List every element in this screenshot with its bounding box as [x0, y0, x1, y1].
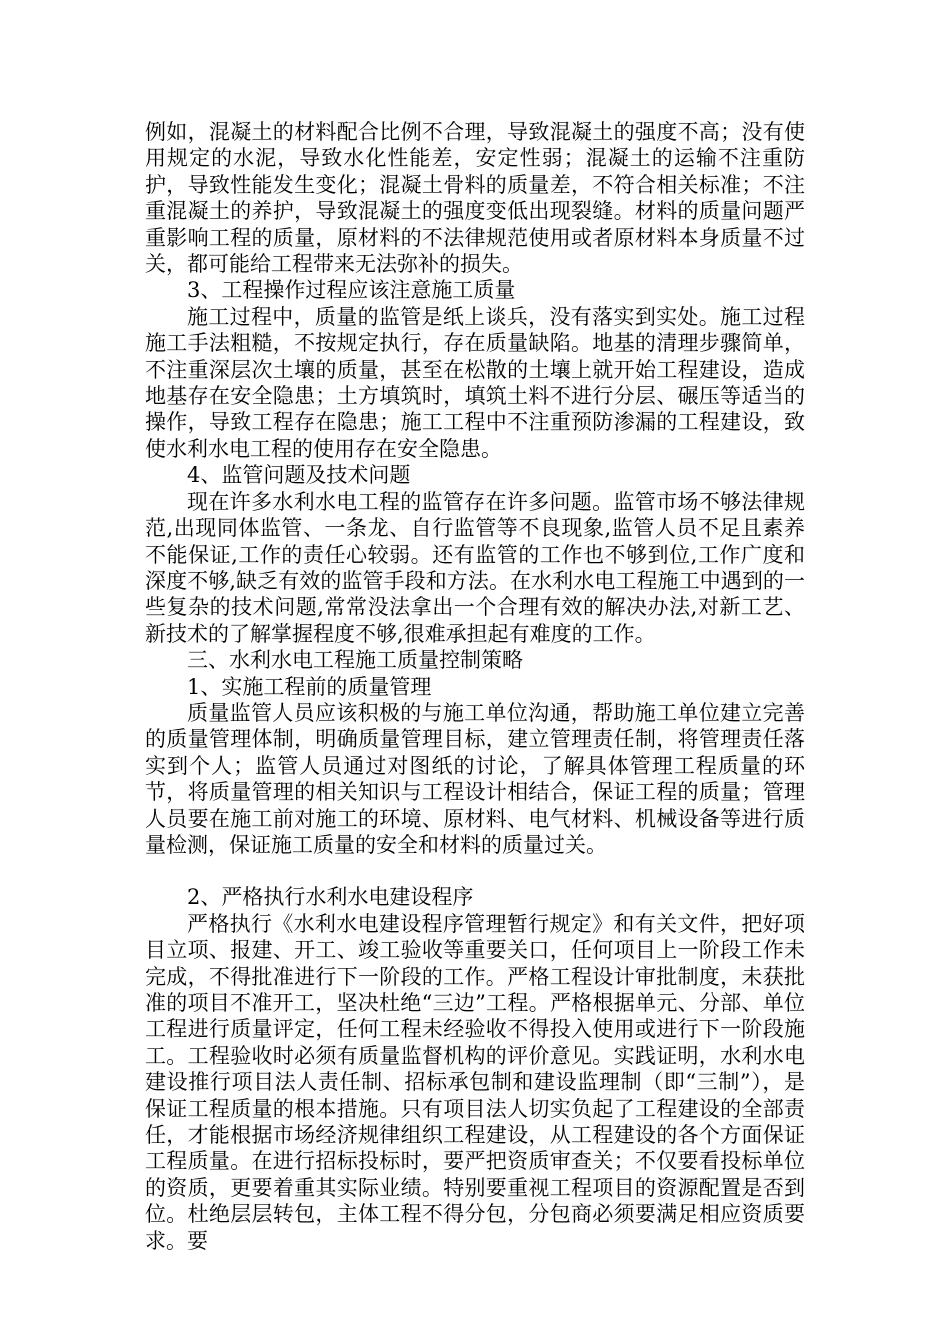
paragraph-material-issues: 例如，混凝土的材料配合比例不合理，导致混凝土的强度不高；没有使用规定的水泥，导致水化性能差，安定性弱；混凝土的运输不注重防护，导致性能发生变化；混凝土骨料的质量差，不符合相关标准；不注重混凝土的养护，导致混凝土的强度变低出现裂缝。材料的质量问题严重影响工程的质量，原材料的不法律规范使用或者原材料本身质量不过关，都可能给工程带来无法弥补的损失。 [145, 120, 805, 277]
heading-supervision-technical: 4、监管问题及技术问题 [187, 463, 411, 488]
paragraph-construction-procedure: 严格执行《水利水电建设程序管理暂行规定》和有关文件，把好项目立项、报建、开工、竣工验收等重要关口，任何项目上一阶段工作未完成，不得批准进行下一阶段的工作。严格工程设计审批制度，未获批准的项目不准开工，坚决杜绝“三边”工程。严格根据单元、分部、单位工程进行质量评定，任何工程未经验收不得投入使用或进行下一阶段施工。工程验收时必须有质量监督机构的评价意见。实践证明，水利水电建设推行项目法人责任制、招标承包制和建设监理制（即“三制”），是保证工程质量的根本措施。只有项目法人切实负起了工程建设的全部责任，才能根据市场经济规律组织工程建设，从工程建设的各个方面保证工程质量。在进行招标投标时，要严把资质审查关；不仅要看投标单位的资质，更要着重其实际业绩。特别要重视工程项目的资源配置是否到位。杜绝层层转包，主体工程不得分包，分包商必须要满足相应资质要求。要 [145, 911, 805, 1253]
paragraph-supervision-problems: 现在许多水利水电工程的监管存在许多问题。监管市场不够法律规范,出现同体监管、一条龙、自行监管等不良现象,监管人员不足且素养不能保证,工作的责任心较弱。还有监管的工作也不够到位,工作广度和深度不够,缺乏有效的监管手段和方法。在水利水电工程施工中遇到的一些复杂的技术问题,常常没法拿出一个合理有效的解决办法,对新工艺、新技术的了解掌握程度不够,很难承担起有难度的工作。 [145, 489, 805, 646]
heading-construction-procedure: 2、严格执行水利水电建设程序 [187, 885, 474, 910]
paragraph-construction-process: 施工过程中，质量的监管是纸上谈兵，没有落实到实处。施工过程施工手法粗糙，不按规定执行，存在质量缺陷。地基的清理步骤简单，不注重深层次土壤的质量，甚至在松散的土壤上就开始工程建设，造成地基存在安全隐患；土方填筑时，填筑土料不进行分层、碾压等适当的操作，导致工程存在隐患；施工工程中不注重预防渗漏的工程建设，致使水利水电工程的使用存在安全隐患。 [145, 304, 805, 461]
heading-pre-construction-management: 1、实施工程前的质量管理 [187, 674, 432, 699]
heading-construction-quality: 3、工程操作过程应该注意施工质量 [187, 278, 516, 303]
document-body [145, 119, 805, 1254]
paragraph-quality-management: 质量监管人员应该积极的与施工单位沟通，帮助施工单位建立完善的质量管理体制，明确质量管理目标，建立管理责任制，将管理责任落实到个人；监管人员通过对图纸的讨论，了解具体管理工程质量的环节，将质量管理的相关知识与工程设计相结合，保证工程的质量；管理人员要在施工前对施工的环境、原材料、电气材料、机械设备等进行质量检测，保证施工质量的安全和材料的质量过关。 [145, 700, 805, 857]
heading-control-strategy: 三、水利水电工程施工质量控制策略 [187, 648, 523, 673]
